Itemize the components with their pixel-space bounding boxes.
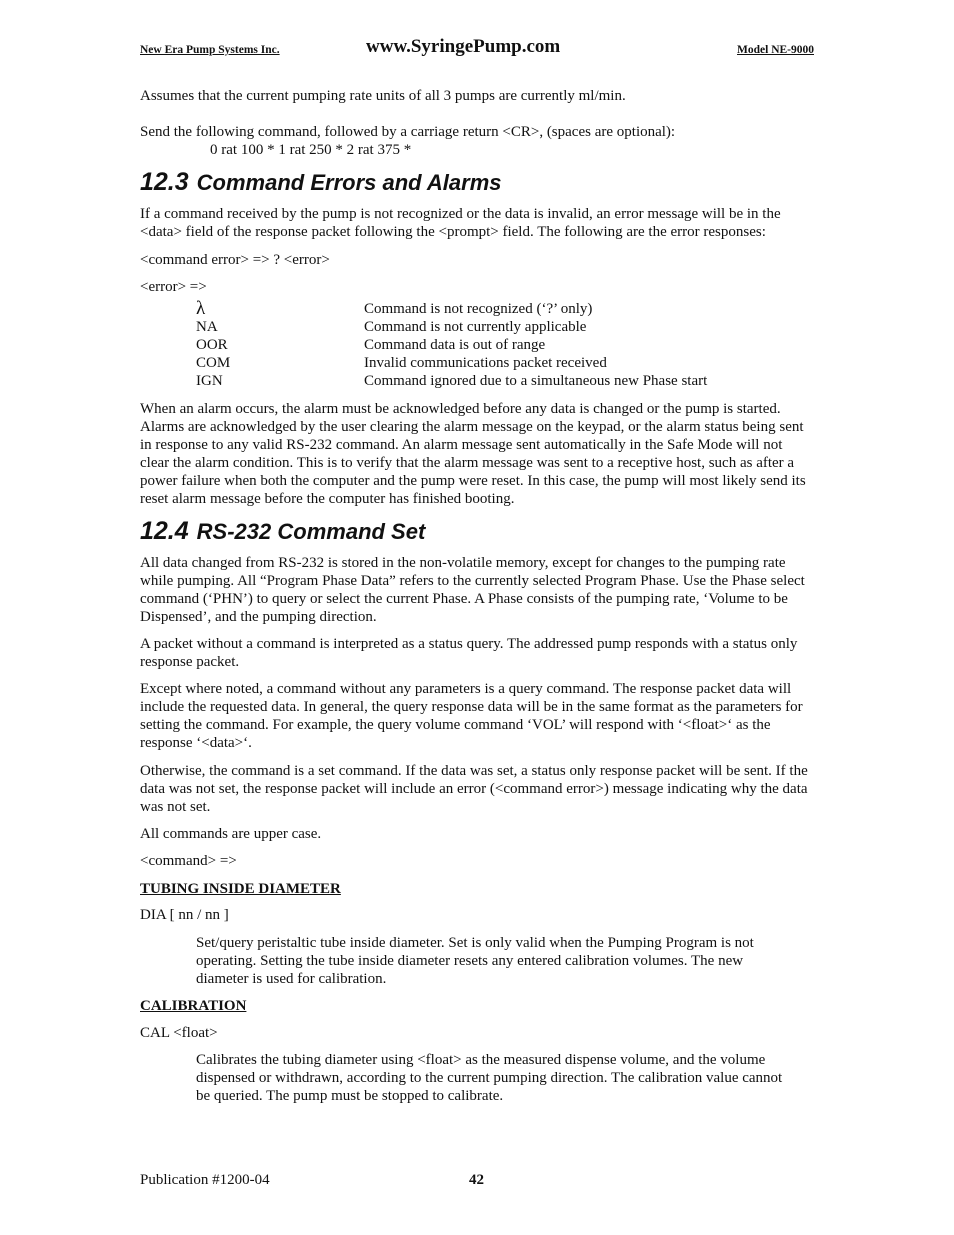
model-number: Model NE-9000 (737, 44, 814, 56)
error-row (196, 300, 816, 318)
error-description: Invalid communications packet received (364, 355, 607, 371)
error-code: IGN (196, 373, 223, 389)
error-code: OOR (196, 337, 228, 353)
error-description: Command ignored due to a simultaneous new Phase start (364, 373, 708, 389)
paragraph-upper-case: All commands are upper case. (140, 826, 322, 842)
company-name: New Era Pump Systems Inc. (140, 44, 280, 56)
error-row (196, 318, 816, 336)
section-number: 12.3 (140, 168, 189, 196)
error-description: Command is not recognized (‘?’ only) (364, 301, 593, 317)
example-command: 0 rat 100 * 1 rat 250 * 2 rat 375 * (210, 142, 412, 158)
command-error-definition: <command error> => ? <error> (140, 252, 330, 268)
error-row (196, 354, 816, 372)
calibration-syntax: CAL <float> (140, 1025, 218, 1041)
paragraph-status-query: A packet without a command is interpreted as a status query. The addressed pump responds with a status only response packet. (140, 636, 798, 670)
error-code: COM (196, 355, 231, 371)
page-number: 42 (469, 1172, 484, 1188)
paragraph-query-command: Except where noted, a command without any parameters is a query command. The response packet data will include the requested data. In general, the query response data will be in the same format as the parameters for setting the command. For example, the query volume command ‘VOL’ will respond with ‘<float>‘ as the response ‘<data>‘. (140, 681, 803, 751)
section-12-4-heading (140, 517, 425, 546)
tubing-syntax: DIA [ nn / nn ] (140, 907, 229, 923)
section-title: RS-232 Command Set (196, 519, 426, 544)
calibration-description: Calibrates the tubing diameter using <float> as the measured dispense volume, and the volume dispensed or withdrawn, according to the current pumping direction. The calibration value cannot be queried. The pump must be stopped to calibrate. (196, 1052, 783, 1104)
section-12-3-heading (140, 168, 502, 197)
website: www.SyringePump.com (366, 36, 561, 57)
calibration-heading: CALIBRATION (140, 998, 247, 1014)
error-intro-paragraph: If a command received by the pump is not recognized or the data is invalid, an error message will be in the <data> field of the response packet following the <prompt> field. The following are the error responses: (140, 206, 781, 240)
rate-units-note: Assumes that the current pumping rate units of all 3 pumps are currently ml/min. (140, 88, 626, 104)
error-row (196, 372, 816, 390)
error-row (196, 336, 816, 354)
tubing-heading: TUBING INSIDE DIAMETER (140, 881, 341, 897)
section-number: 12.4 (140, 517, 189, 545)
alarm-paragraph: When an alarm occurs, the alarm must be acknowledged before any data is changed or the pump is started. Alarms are acknowledged by the user clearing the alarm message on the keypad, or the alarm status being sent in response to any valid RS-232 command. An alarm message sent automatically in the Safe Mode will not clear the alarm condition. This is to verify that the alarm message was sent to a receptive host, such as after a power failure when both the computer and the pump were reset. In this case, the pump will most likely send its reset alarm message before the computer has finished booting. (140, 401, 806, 507)
error-code: λ (196, 298, 206, 319)
error-code: NA (196, 319, 218, 335)
section-title: Command Errors and Alarms (196, 170, 502, 195)
error-definition: <error> => (140, 279, 207, 295)
tubing-description: Set/query peristaltic tube inside diameter. Set is only valid when the Pumping Program is not operating. Setting the tube inside diameter resets any entered calibration volumes. The new diameter is used for calibration. (196, 935, 754, 987)
error-description: Command data is out of range (364, 337, 546, 353)
page-header (140, 36, 814, 62)
error-code-list (196, 300, 816, 390)
send-command-text: Send the following command, followed by a carriage return <CR>, (spaces are optional): (140, 124, 676, 140)
publication-number: Publication #1200-04 (140, 1172, 270, 1188)
paragraph-nonvolatile: All data changed from RS-232 is stored in the non-volatile memory, except for changes to the pumping rate while pumping. All “Program Phase Data” refers to the currently selected Program Phase. Use the Phase select command (‘PHN’) to query or select the current Phase. A Phase consists of the pumping rate, ‘Volume to be Dispensed’, and the pumping direction. (140, 555, 805, 625)
error-description: Command is not currently applicable (364, 319, 587, 335)
paragraph-set-command: Otherwise, the command is a set command. If the data was set, a status only response packet will be sent. If the data was not set, the response packet will include an error (<command error>) message indicating why the data was not set. (140, 763, 808, 815)
command-definition: <command> => (140, 853, 237, 869)
